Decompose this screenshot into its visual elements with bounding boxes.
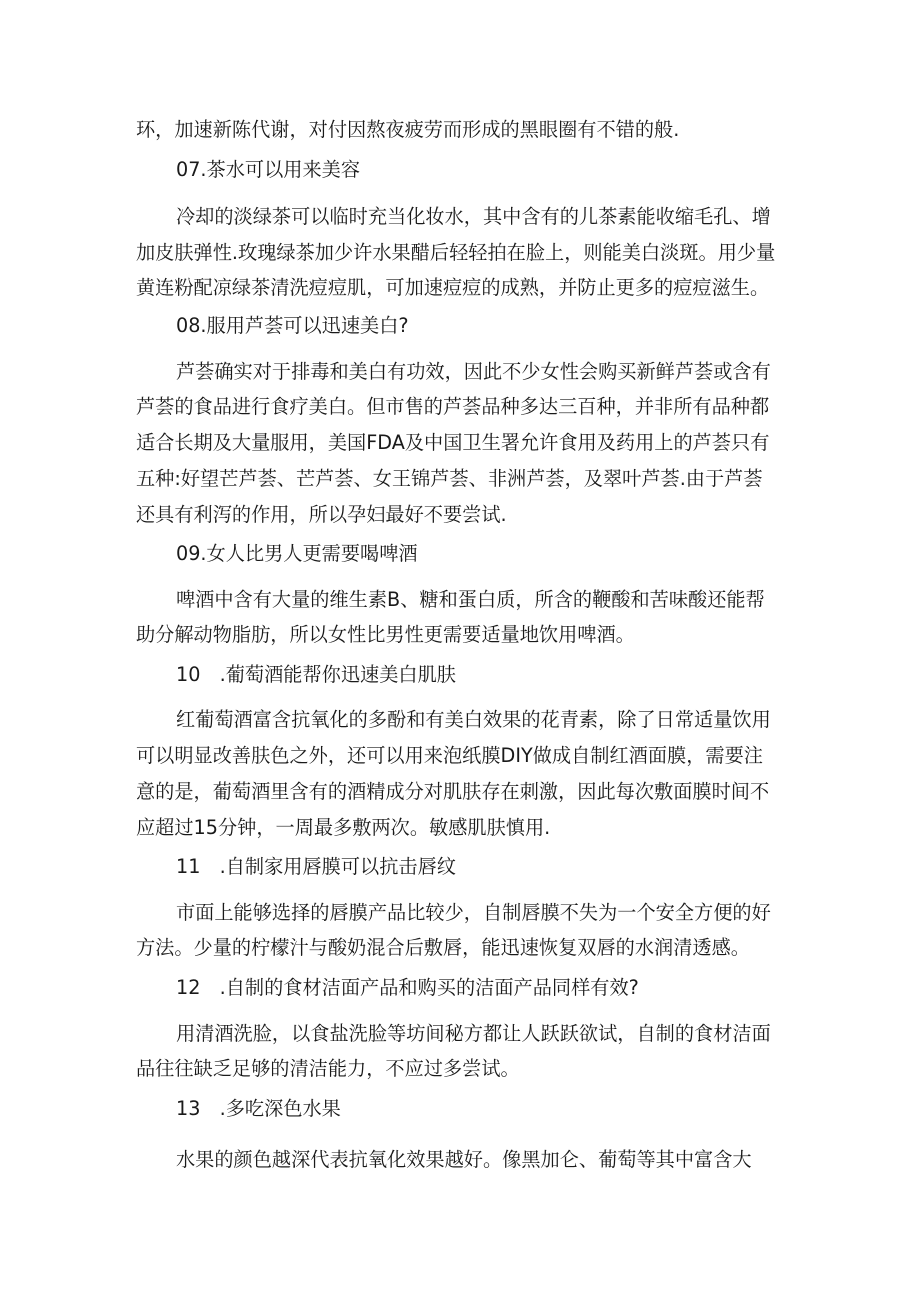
paragraph-line: 啤酒中含有大量的维生素B、糖和蛋白质，所含的鞭酸和苦味酸还能帮 [176,588,765,611]
section-heading: 08.服用芦荟可以迅速美白? [176,314,409,337]
paragraph-line: 水果的颜色越深代表抗氧化效果越好。像黑加仑、葡萄等其中富含大 [176,1148,752,1171]
paragraph-line: 方法。少量的柠檬汁与酸奶混合后敷唇，能迅速恢复双唇的水润清透感。 [136,936,750,959]
paragraph-line: 黄连粉配凉绿茶清洗痘痘肌，可加速痘痘的成熟，并防止更多的痘痘滋生。 [136,276,770,299]
paragraph-line: 适合长期及大量服用，美国FDA及中国卫生署允许食用及药用上的芦荟只有 [136,431,770,454]
paragraph-line: 红葡萄酒富含抗氧化的多酚和有美白效果的花青素，除了日常适量饮用 [176,708,771,731]
paragraph-line: 应超过15分钟，一周最多敷两次。敏感肌肤慎用. [136,816,551,839]
paragraph-line: 环，加速新陈代谢，对付因熬夜疲劳而形成的黑眼圈有不错的般. [136,118,680,141]
paragraph-line: 意的是，葡萄酒里含有的酒精成分对肌肤存在刺激，因此每次敷面膜时间不 [136,780,770,803]
paragraph-line: 加皮肤弹性.玫瑰绿茶加少许水果醋后轻轻拍在脸上，则能美白淡斑。用少量 [136,241,776,264]
paragraph-line: 五种:好望芒芦荟、芒芦荟、女王锦芦荟、非洲芦荟，及翠叶芦荟.由于芦荟 [136,467,763,490]
paragraph-line: 还具有利泻的作用，所以孕妇最好不要尝试. [136,503,507,526]
paragraph-line: 芦荟的食品进行食疗美白。但市售的芦荟品种多达三百种，并非所有品种都 [136,395,770,418]
paragraph-line: 芦荟确实对于排毒和美白有功效，因此不少女性会购买新鲜芦荟或含有 [176,360,771,383]
section-heading: 11 .自制家用唇膜可以抗击唇纹 [176,855,456,878]
paragraph-line: 用清酒洗脸，以食盐洗脸等坊间秘方都让人跃跃欲试，自制的食材洁面 [176,1022,771,1045]
section-heading: 10 .葡萄酒能帮你迅速美白肌肤 [176,663,456,686]
section-heading: 09.女人比男人更需要喝啤酒 [176,542,418,565]
section-heading: 07.茶水可以用来美容 [176,158,361,181]
paragraph-line: 市面上能够选择的唇膜产品比较少，自制唇膜不失为一个安全方便的好 [176,901,771,924]
paragraph-line: 品往往缺乏足够的清洁能力，不应过多尝试。 [136,1057,520,1080]
paragraph-line: 可以明显改善肤色之外，还可以用来泡纸膜DIY做成自制红酒面膜，需要注 [136,744,763,767]
section-heading: 13 .多吃深色水果 [176,1097,341,1120]
section-heading: 12 .自制的食材洁面产品和购买的洁面产品同样有效? [176,976,639,999]
paragraph-line: 助分解动物脂肪，所以女性比男性更需要适量地饮用啤酒。 [136,623,635,646]
paragraph-line: 冷却的淡绿茶可以临时充当化妆水，其中含有的儿茶素能收缩毛孔、增 [176,205,771,228]
